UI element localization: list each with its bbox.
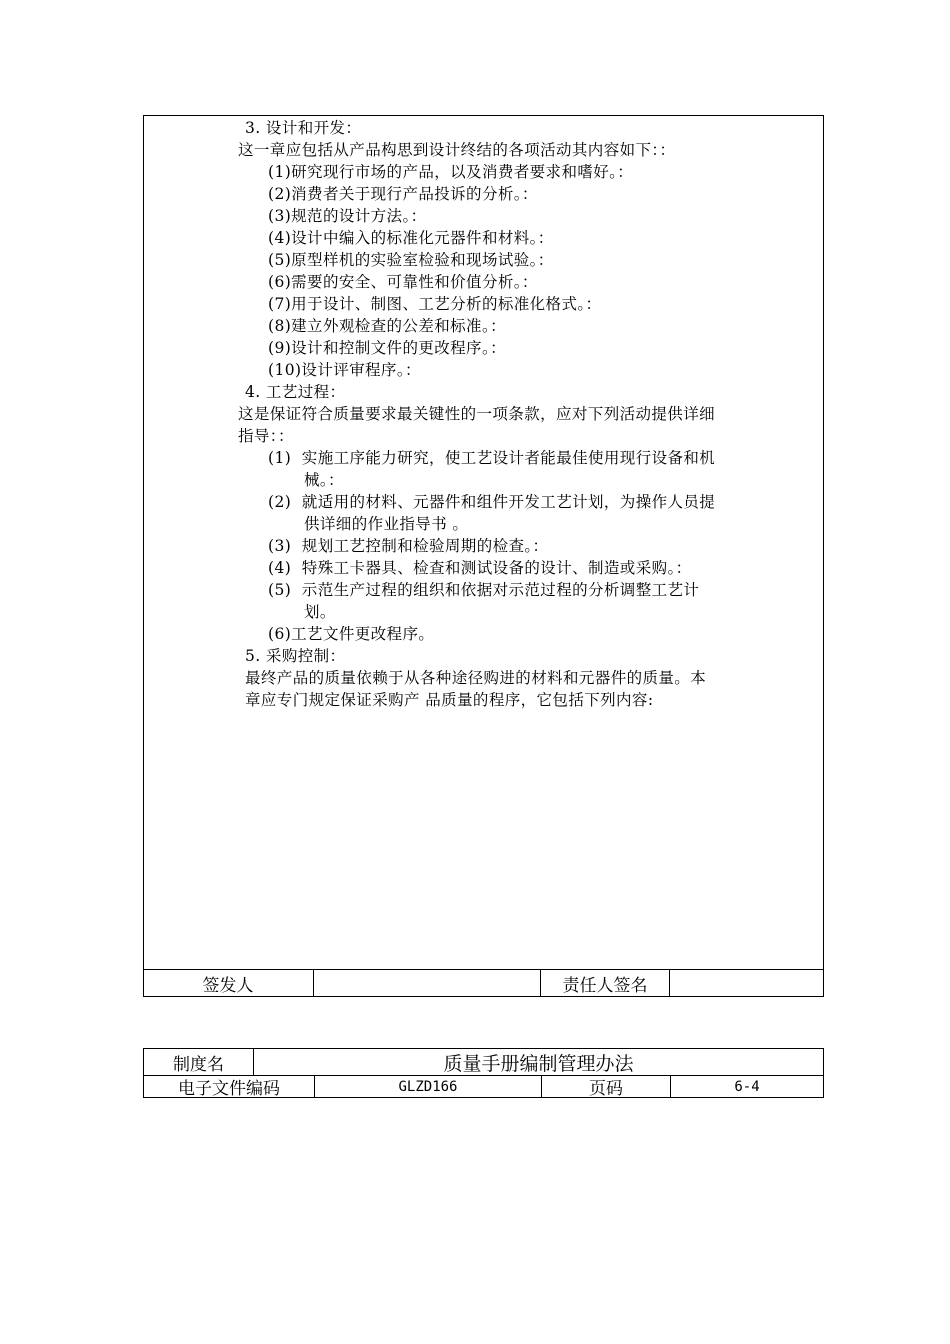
file-code-label: 电子文件编码 [178, 1079, 280, 1099]
page-label: 页码 [589, 1079, 623, 1099]
body-line: (9)设计和控制文件的更改程序。： [268, 339, 507, 357]
issuer-label: 签发人 [202, 976, 254, 996]
body-line: (10)设计评审程序。： [268, 361, 421, 379]
body-line: (5) 示范生产过程的组织和依据对示范过程的分析调整工艺计 [268, 581, 700, 599]
body-line: 5. 采购控制： [245, 647, 346, 665]
body-line: (1) 实施工序能力研究，使工艺设计者能最佳使用现行设备和机 [268, 449, 716, 467]
issuer-value[interactable] [314, 970, 540, 997]
body-line: (3) 规划工艺控制和检验周期的检查。： [268, 537, 549, 555]
body-line: (2)消费者关于现行产品投诉的分析。： [268, 185, 538, 203]
body-line: (6)需要的安全、可靠性和价值分析。： [268, 273, 538, 291]
page-value: 6-4 [734, 1078, 760, 1095]
signature-row [143, 969, 824, 997]
body-line: (1)研究现行市场的产品，以及消费者要求和嗜好。： [268, 163, 634, 181]
system-name-value: 质量手册编制管理办法 [443, 1052, 634, 1075]
body-line: (2) 就适用的材料、元器件和组件开发工艺计划，为操作人员提 [268, 493, 716, 511]
body-line: (3)规范的设计方法。： [268, 207, 427, 225]
body-line: 这一章应包括从产品构思到设计终结的各项活动其内容如下：： [238, 141, 676, 159]
body-line: 4. 工艺过程： [245, 383, 346, 401]
body-line: (7)用于设计、制图、工艺分析的标准化格式。： [268, 295, 602, 313]
document-meta-table [143, 1048, 824, 1098]
body-line: 供详细的作业指导书 。 [304, 515, 469, 533]
body-line: (5)原型样机的实验室检验和现场试验。： [268, 251, 554, 269]
body-line: 3. 设计和开发： [245, 119, 362, 137]
body-line: 指导：： [238, 427, 294, 445]
body-line: (4)设计中编入的标准化元器件和材料。： [268, 229, 554, 247]
body-line: 最终产品的质量依赖于从各种途径购进的材料和元器件的质量。本 [245, 669, 707, 687]
body-line: 这是保证符合质量要求最关键性的一项条款，应对下列活动提供详细 [238, 405, 716, 423]
meta-row-file-code [144, 1075, 823, 1098]
body-line: (4) 特殊工卡器具、检查和测试设备的设计、制造或采购。： [268, 559, 692, 577]
body-line: 械。： [304, 471, 344, 489]
responsible-value[interactable] [670, 970, 822, 997]
body-line: (8)建立外观检查的公差和标准。： [268, 317, 507, 335]
meta-row-system-name [144, 1049, 823, 1076]
system-name-label: 制度名 [173, 1054, 224, 1075]
file-code-value: GLZD166 [398, 1078, 458, 1095]
body-line: 章应专门规定保证采购产 品质量的程序，它包括下列内容: [245, 691, 654, 709]
body-line: 划。 [304, 603, 336, 621]
responsible-label: 责任人签名 [562, 976, 648, 996]
body-line: (6)工艺文件更改程序。 [268, 625, 435, 643]
